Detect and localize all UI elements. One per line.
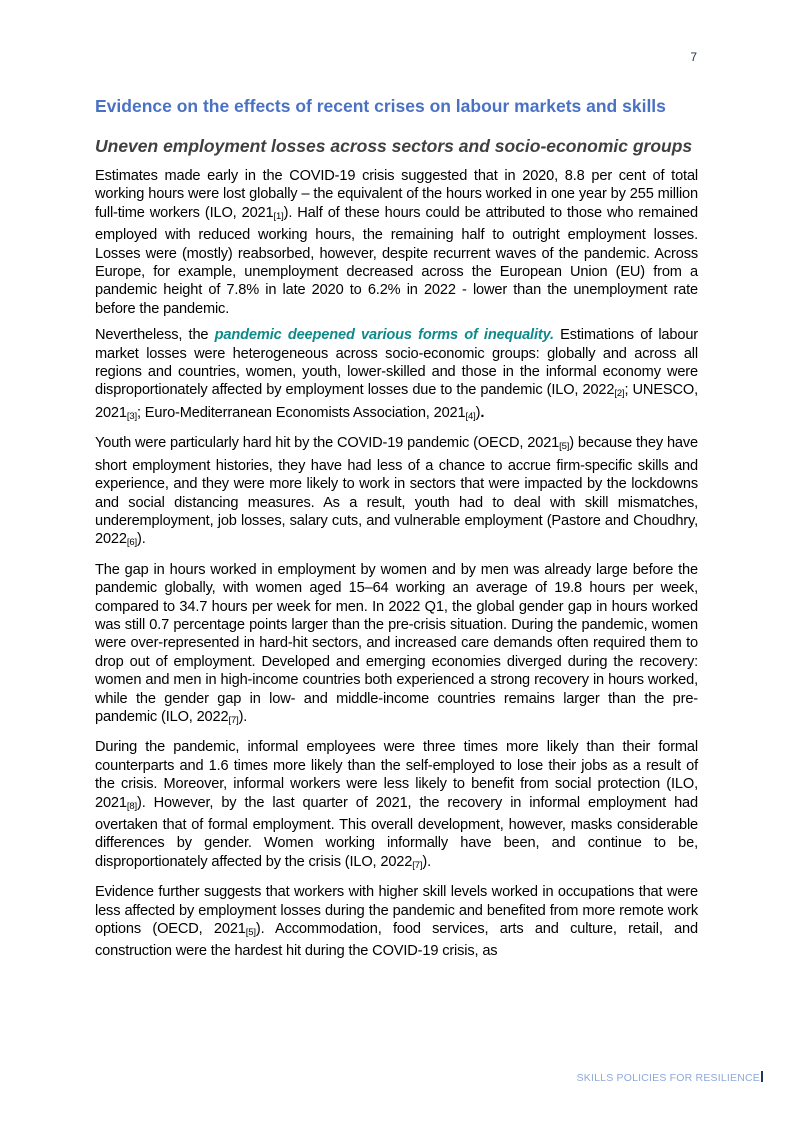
text: Estimates made early in the COVID-19 crisis suggested that in 2020, 8.8 per cent of total working hours were lost globally – the equivalent of the hours worked in one year by 255 million full-time workers (ILO, 2021	[95, 168, 698, 221]
citation-link[interactable]: [6]	[126, 537, 137, 549]
paragraph-skill-levels	[95, 883, 698, 961]
text: ).	[422, 853, 431, 870]
footer-divider	[761, 1071, 763, 1082]
footer-title: SKILLS POLICIES FOR RESILIENCE	[576, 1072, 760, 1084]
page-footer	[577, 1071, 763, 1084]
text: ).	[238, 708, 248, 725]
citation-link[interactable]: [7]	[228, 714, 239, 726]
section-title: Evidence on the effects of recent crises on labour markets and skills	[95, 96, 666, 116]
text: ; UNESCO, 2021	[95, 382, 698, 421]
paragraph-youth	[95, 434, 698, 552]
citation-link[interactable]: [5]	[559, 441, 570, 453]
text: ). Accommodation, food services, arts and culture, retail, and construction were the hardest hit during the COVID-19 crisis, as	[95, 921, 698, 960]
text: Nevertheless, the	[95, 327, 215, 344]
text: The gap in hours worked in employment by women and by men was already large before the pandemic globally, with women aged 15–64 working an average of 19.8 hours per week, compared to 34.7 hours per week for men. In 2022 Q1, the global gender gap in hours worked was still 0.7 percentage points larger than the pre-crisis situation. During the pandemic, women were over-represented in hard-hit sectors, and increased care demands often required them to drop out of employment. Developed and emerging economies diverged during the recovery: women and men in high-income countries both experienced a strong recovery in hours worked, while the gender gap in low- and middle-income countries remains larger than the pre-pandemic (ILO, 2022	[95, 561, 698, 725]
text: ; Euro-Mediterranean Economists Association, 2021	[137, 404, 466, 421]
text: .	[550, 327, 554, 344]
paragraph-working-hours	[95, 167, 698, 318]
text: Youth were particularly hard hit by the COVID-19 pandemic (OECD, 2021	[95, 435, 560, 452]
subsection-title: Uneven employment losses across sectors and socio-economic groups	[95, 136, 693, 156]
paragraph-gender-gap	[95, 561, 698, 731]
text: .	[480, 404, 485, 421]
paragraph-informal-employment	[95, 738, 698, 875]
text: ) because they have short employment histories, they have had less of a chance to accrue firm-specific skills and experience, and they were more likely to work in sectors that were impacted by the lockdowns and social distancing measures. As a result, youth had to deal with skill mismatches, underemployment, job losses, salary cuts, and vulnerable employment (Pastore and Choudhry, 2022	[95, 435, 698, 548]
highlighted-phrase: pandemic deepened various forms of inequality	[214, 327, 550, 344]
text: Estimations of labour market losses were heterogeneous across socio-economic groups: globally and across all regions and countries, women, youth, lower-skilled and those in the informal economy were disproportionately affected by employment losses due to the pandemic (ILO, 2022	[95, 327, 699, 399]
paragraph-inequality	[95, 326, 698, 426]
citation-link[interactable]: [4]	[465, 410, 476, 422]
text: During the pandemic, informal employees were three times more likely than their formal counterparts and 1.6 times more likely than the self-employed to lose their jobs as a result of the crisis. Moreover, informal workers were less likely to benefit from social protection (ILO, 2021	[95, 739, 698, 811]
citation-link[interactable]: [2]	[614, 388, 625, 400]
text: ).	[137, 531, 146, 548]
text: ). However, by the last quarter of 2021, the recovery in informal employment had overtaken that of formal employment. This overall development, however, masks considerable differences by gender. Women working informally have been, and continue to be, disproportionately affected by the crisis (ILO, 2022	[95, 794, 698, 870]
citation-link[interactable]: [3]	[126, 410, 137, 422]
page-number: 7	[690, 50, 697, 64]
text: Evidence further suggests that workers with higher skill levels worked in occupations that were less affected by employment losses during the pandemic and benefited from more remote work options (OECD, 2021	[95, 884, 698, 938]
citation-link[interactable]: [1]	[273, 210, 284, 222]
text: ). Half of these hours could be attributed to those who remained employed with reduced working hours, the remaining half to outright employment losses. Losses were (mostly) reabsorbed, however, despite recurrent waves of the pandemic. Across Europe, for example, unemployment decreased across the European Union (EU) from a pandemic height of 7.8% in late 2020 to 6.2% in 2022 - lower than the unemployment rate before the pandemic.	[95, 204, 698, 317]
citation-link[interactable]: [7]	[412, 859, 423, 871]
text: )	[475, 404, 481, 421]
page-content	[95, 95, 698, 969]
citation-link[interactable]: [8]	[126, 800, 137, 812]
citation-link[interactable]: [5]	[245, 927, 256, 939]
